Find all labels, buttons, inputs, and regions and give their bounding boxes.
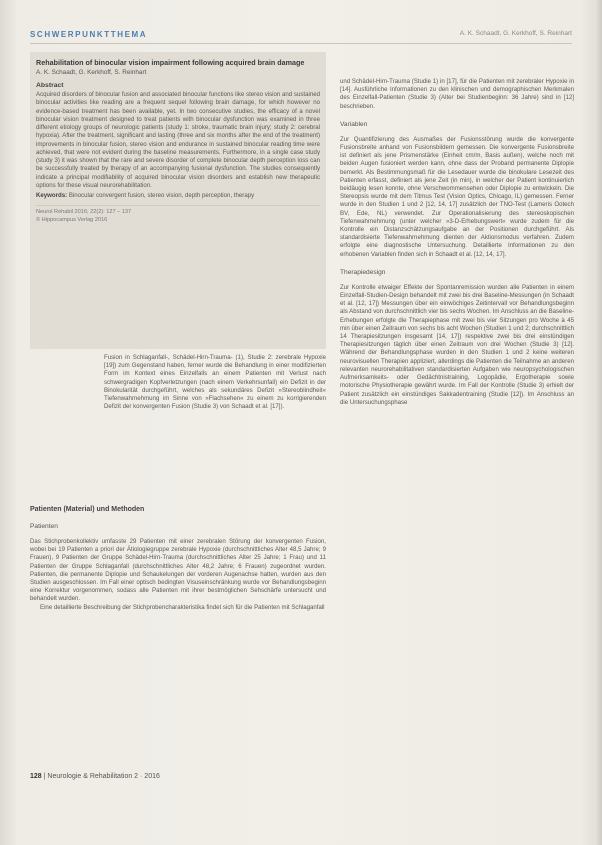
citation-line: Neurol Rehabil 2016; 22(2): 127 – 137	[36, 209, 132, 216]
section-heading: Patienten (Material) und Methoden	[30, 506, 145, 513]
abstract-text: Acquired disorders of binocular fusion and associated binocular functions like stereo vision and sustained binocular activities like reading are a frequent sequel following brain damage, for which however no evidence-based treatment has been available, yet. In two consecutive studies, the efficacy of a novel binocular vision treatment designed to treat patients with binocular dysfunction was examined in three different etiology groups of neurologic patients (study 1: stroke, traumatic brain injury; study 2: cerebral hypoxia). After the treatment, significant and lasting (three and six months after the end of the treatment) improvements in binocular fusion, stereo vision and endurance in sustained binocular reading time were achieved, that were not evident during the baseline measurements. Furthermore, in a single case study (study 3) it was shown that the rare and severe disorder of complete binocular depth perception loss can be successfully treated by therapy of an accompanying fusional dysfunction. The studies consequently indicate a principal modifiability of acquired binocular vision disorders and establish new therapeutic options for these visual neurorehabilitation.	[36, 91, 320, 189]
subsection-heading: Variablen	[340, 120, 368, 128]
journal-name: Neurologie & Rehabilitation 2 · 2016	[47, 773, 160, 780]
body-paragraph: Das Stichprobenkollektiv umfasste 29 Patienten mit einer zerebralen Störung der konvergenten Fusion, wobei bei 19 Patienten a priori der Ätiologiegruppe zerebrale Hypoxie (durchschnittliches Alter 48,5 Jahre; 9 Frauen), 9 Patienten der Gruppe Schädel-Hirn-Trauma (durchschnittliches Alter 25 Jahre; 1 Frau) und 11 Patienten der Gruppe Schlaganfall (durchschnittliches Alter 48,2 Jahre; 6 Frauen) zugeordnet wurden. Patienten, die permanente Diplopie und Schaukelungen der vorderen Augenachse hatten, wurden aus den Studien ausgeschlossen. Im Fall einer optisch bedingten Visuseinschränkung wurde vor Behandlungsbeginn eine Korrektur vorgenommen, sodass alle Patienten mit ihrer bestmöglichen Sehschärfe untersucht und behandelt wurden.	[30, 538, 326, 603]
page-number: 128	[30, 773, 42, 780]
keywords-label: Keywords:	[36, 192, 68, 199]
body-paragraph: Eine detaillierte Beschreibung der Stichprobencharakteristika findet sich für die Patienten mit Schlaganfall	[40, 603, 325, 611]
abstract-title: Rehabilitation of binocular vision impairment following acquired brain damage	[36, 58, 305, 67]
intro-continuation: Fusion in Schlaganfall-, Schädel-Hirn-Trauma- (1), Studie 2: zerebrale Hypoxie [19]) zum Gegenstand haben, ferner wurde die Behandlung in einer modifizierten Form im Kontext eines Einzelfalls an einem Patienten mit Verlust nach schwergradigen Kopfverletzungen (nach einem Verkehrsunfall) ein Defizit in der Binokularität durchgeführt, welches als sekundäres Defizit »Stereoblindheit« Tiefenwahrnehmung im Sinne von »Flachsehen« zu einem zu korrigierenden Defizit der konvergenten Fusion (Studie 3) von Schaadt et al. [17]).	[104, 354, 326, 411]
keywords-text: Binocular convergent fusion, stereo vision, depth perception, therapy	[68, 192, 255, 199]
body-paragraph: Zur Kontrolle etwaiger Effekte der Spontanremission wurden alle Patienten in einem Einzelfall-Studien-Design behandelt mit zwei bis drei Baseline-Messungen (in Schaadt et al. [12, 17]) Messungen über ein einwöchiges Zeitintervall vor Behandlungsbeginn als Abstand von durchschnittlich vier bis sechs Wochen. Im Anschluss an die Baseline-Erhebungen erfolgte die Therapiephase mit zwei bis vier Sitzungen pro Woche à 45 min über einen Zeitraum von sechs bis acht Wochen (Studien 1 und 2; durchschnittlich 14 Therapiesitzungen insgesamt [14, 17]) respektive zwei bis drei einstündigen Therapiesitzungen täglich über einen Zeitraum von drei Wochen (Studie 3) [12]. Während der Behandlungsphase wurden in den Studien 1 und 2 keine weiteren neurovisuellen Therapien appliziert, allerdings die Patienten die Teilnahme an anderen relevanten neurorehabilitativen standardisierten Aufgaben wie neuropsychologischen Aufmerksamkeits- oder Gedächtnistraining, Logopädie, Ergotherapie sowie motorische Physiotherapie gewährt wurde. Im Fall der Kontrolle (Studie 3) erhielt der Patient zusätzlich ein einstündiges Sakkadentraining (Studie [12]). Im Anschluss an die Untersuchungsphase	[340, 283, 574, 406]
subsection-heading: Patienten	[30, 523, 58, 530]
abstract-citation	[36, 205, 320, 224]
abstract-heading: Abstract	[36, 82, 64, 89]
abstract-keywords	[36, 192, 320, 200]
section-label: SCHWERPUNKTTHEMA	[30, 30, 148, 39]
english-abstract-box	[30, 52, 326, 349]
header-divider	[30, 43, 572, 44]
subsection-heading: Therapiedesign	[340, 268, 386, 276]
footer-separator: |	[43, 773, 48, 780]
body-paragraph: Zur Quantifizierung des Ausmaßes der Fusionsstörung wurde die konvergente Fusionsbreite anhand von Fusionsbildern gemessen. Die konvergente Fusionsbreite ist definiert als jene Prismenstärke (Einheit cm/m, Basis außen), welche noch mit beiden Augen fusioniert werden kann, ohne dass der Proband permanente Diplopie bemerkt. Als Bestimmungsmaß für die Lesedauer wurde die binokulare Lesezeit des Patienten erfasst, definiert als jene Zeit (in min), in welcher der Patient kontinuierlich beidäugig lesen konnte, ohne Verschwommensehen oder Diplopie zu entwickeln. Die Stereopsis wurde mit dem Titmus Test (Vision Optics, Chicago, IL) gemessen. Ferner wurde in den Studien 1 und 2 [12, 14, 17] zusätzlich der TNO-Test (Lameris Ootech BV, Ede, NL) verwendet. Zur Operationalisierung des stereoskopischen Tiefenwahrnehmung (unter welcher »3-D-Erhebungswert« wurde zudem für die Kontrolle ein Distanzschätzungsaufgabe an der Positionen durchgeführt. Als standardisierte Tiefenwahrnehmung dienten der Aktionsmodus verfahren. Zudem erfolgte eine diagnostische Untersuchung. Detaillierte Informationen zu den erhobenen Variablen finden sich in Schaadt et al. [12, 14, 17].	[340, 135, 574, 258]
left-column	[30, 502, 326, 612]
page-edge-shadow	[596, 0, 602, 845]
abstract-authors: A. K. Schaadt, G. Kerkhoff, S. Reinhart	[36, 69, 147, 76]
copyright-line: © Hippocampus Verlag 2016	[36, 216, 108, 223]
page-footer	[30, 773, 160, 780]
right-column	[340, 78, 574, 407]
running-head-authors: A. K. Schaadt, G. Kerkhoff, S. Reinhart	[459, 30, 572, 37]
body-paragraph: und Schädel-Hirn-Trauma (Studie 1) in [17], für die Patienten mit zerebraler Hypoxie in [14]. Ausführliche Informationen zu den klinischen und demographischen Merkmalen des Einzelfall-Patienten (Studie 3) (Alter bei Studienbeginn: 36 Jahre) sind in [12] beschrieben.	[340, 78, 574, 110]
